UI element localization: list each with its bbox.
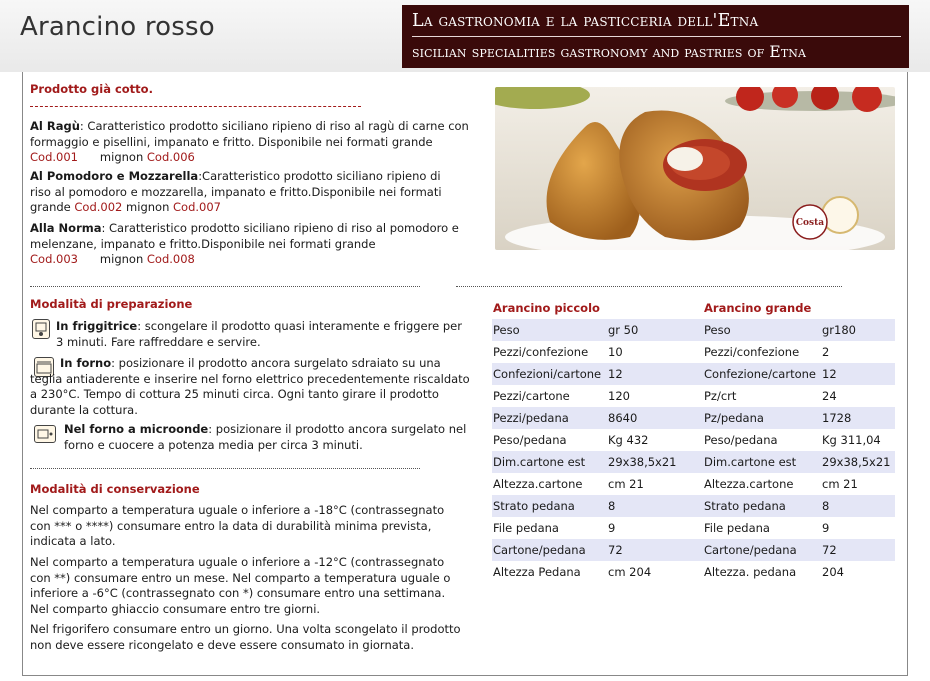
large-label: Dim.cartone est [703, 451, 821, 473]
table-row [492, 561, 895, 583]
product-name: Al Ragù [30, 119, 80, 133]
small-value: 72 [607, 539, 703, 561]
brand-banner [402, 5, 909, 68]
table-row [492, 451, 895, 473]
section-divider [30, 468, 420, 469]
large-label: Pz/crt [704, 389, 737, 403]
brand-tagline-it: La gastronomia e la pasticceria dell'Etna [412, 11, 759, 31]
small-value: gr 50 [607, 319, 703, 341]
large-value: 2 [822, 345, 830, 359]
small-label: Confezioni/cartone [492, 363, 607, 385]
large-label: Cartone/pedana [703, 539, 821, 561]
large-label: Pezzi/confezione [704, 345, 800, 359]
method-name: Nel forno a microonde [64, 422, 209, 436]
small-label: Peso/pedana [493, 433, 567, 447]
large-value: 29x38,5x21 [821, 451, 895, 473]
small-value: 29x38,5x21 [607, 451, 703, 473]
table-row [492, 341, 895, 363]
table-header-row [492, 297, 895, 319]
brand-tagline-en: sicilian specialities gastronomy and pastries of Etna [412, 43, 807, 61]
product-code-mignon: Cod.007 [173, 200, 221, 214]
small-label: Pezzi/confezione [493, 345, 589, 359]
spec-table [492, 297, 895, 583]
small-size-heading: Arancino piccolo [493, 301, 600, 315]
small-value: 9 [608, 521, 616, 535]
large-value: 9 [822, 521, 830, 535]
large-size-heading: Arancino grande [704, 301, 812, 315]
table-row [492, 319, 895, 341]
method-name: In forno [60, 356, 112, 370]
large-label: Peso [703, 319, 821, 341]
table-row [492, 539, 895, 561]
product-code-large: Cod.002 [74, 200, 123, 214]
small-value: Kg 432 [608, 433, 649, 447]
product-item [30, 169, 460, 216]
table-row [492, 517, 895, 539]
small-label: Altezza.cartone [493, 477, 583, 491]
table-row [492, 473, 895, 495]
storage-paragraph: Nel frigorifero consumare entro un giorno. Una volta scongelato il prodotto non deve essere ricongelato e deve essere consumato in giornata. [30, 622, 461, 652]
product-description: : Caratteristico prodotto siciliano ripieno di riso al pomodoro e melenzane, impanato e fritto.Disponibile nei formati grande [30, 221, 459, 251]
method-text: : posizionare il prodotto ancora surgelato sdraiato su una teglia antiaderente e inserire nel forno elettrico precedentemente riscaldato a 230°C. Tempo di cottura 25 minuti circa. Ogni tanto girare il prodotto durante la cottura. [30, 356, 470, 417]
small-value: 12 [607, 363, 703, 385]
fryer-icon [32, 319, 50, 339]
small-value: 8 [607, 495, 703, 517]
small-value: 120 [608, 389, 630, 403]
section-divider [30, 286, 420, 287]
storage-heading: Modalità di conservazione [30, 482, 200, 496]
small-label: Altezza Pedana [493, 565, 581, 579]
page-title: Arancino rosso [20, 12, 215, 42]
small-value: cm 204 [608, 565, 652, 579]
table-row [492, 407, 895, 429]
product-code-large: Cod.003 [30, 252, 78, 266]
small-label: Dim.cartone est [492, 451, 607, 473]
product-description: :Caratteristico prodotto siciliano ripieno di riso al pomodoro e mozzarella, impanato e fritto.Disponibile nei formati grande [30, 169, 442, 214]
method-text: : posizionare il prodotto ancora surgelato nel forno e cuocere a potenza media per circa 3 minuti. [64, 422, 467, 452]
product-heading: Prodotto già cotto. [30, 82, 153, 96]
small-value: 8640 [607, 407, 703, 429]
product-photo [495, 87, 895, 250]
prep-method-fryer [56, 319, 466, 350]
large-label: Peso/pedana [704, 433, 778, 447]
brand-logo: Costa [795, 218, 825, 228]
small-label: Cartone/pedana [492, 539, 607, 561]
microwave-icon [34, 425, 56, 443]
large-value: Kg 311,04 [822, 433, 881, 447]
mignon-label: mignon [126, 200, 170, 214]
large-value: 72 [821, 539, 895, 561]
large-value: 12 [821, 363, 895, 385]
prep-method-oven [30, 356, 470, 418]
storage-paragraph: Nel comparto a temperatura uguale o inferiore a -18°C (contrassegnato con *** o ****) consumare entro la data di durabilità minima prevista, indicata a lato. [30, 503, 445, 548]
product-name: Alla Norma [30, 221, 102, 235]
brand-divider [412, 36, 901, 37]
preparation-heading: Modalità di preparazione [30, 297, 193, 311]
large-label: File pedana [704, 521, 770, 535]
large-label: Confezione/cartone [703, 363, 821, 385]
product-code-mignon: Cod.008 [146, 252, 195, 266]
large-label: Strato pedana [703, 495, 821, 517]
product-code-large: Cod.001 [30, 150, 78, 164]
large-label: Altezza.cartone [704, 477, 794, 491]
method-name: In friggitrice [56, 319, 138, 333]
mignon-label: mignon [99, 252, 144, 266]
large-value: 1728 [821, 407, 895, 429]
small-value: cm 21 [608, 477, 644, 491]
large-value: 24 [822, 389, 837, 403]
large-value: 204 [822, 565, 844, 579]
page-header [0, 0, 930, 72]
small-label: Pezzi/cartone [493, 389, 570, 403]
table-row [492, 363, 895, 385]
mignon-label: mignon [99, 150, 144, 164]
large-value: 8 [821, 495, 895, 517]
small-label: Peso [492, 319, 607, 341]
product-code-mignon: Cod.006 [146, 150, 195, 164]
table-row [492, 495, 895, 517]
method-text: : scongelare il prodotto quasi interamente e friggere per 3 minuti. Fare raffreddare e servire. [56, 319, 462, 349]
small-label: File pedana [493, 521, 559, 535]
product-name: Al Pomodoro e Mozzarella [30, 169, 199, 183]
small-label: Pezzi/pedana [492, 407, 607, 429]
prep-method-microwave [64, 422, 474, 453]
large-label: Altezza. pedana [704, 565, 797, 579]
product-item [30, 119, 470, 166]
table-row [492, 385, 895, 407]
arancini-photo [495, 87, 895, 250]
large-label: Pz/pedana [703, 407, 821, 429]
heading-divider [30, 106, 361, 107]
table-row [492, 429, 895, 451]
storage-paragraph: Nel comparto a temperatura uguale o inferiore a -12°C (contrassegnato con **) consumare entro un mese. Nel comparto a temperatura uguale o inferiore a -6°C (contrassegnato con *) consumare entro una settimana. Nel comparto ghiaccio consumare entro tre giorni. [30, 555, 451, 616]
section-divider [456, 286, 842, 287]
product-description: : Caratteristico prodotto siciliano ripieno di riso al ragù di carne con formaggio e pisellini, impanato e fritto. Disponibile nei formati grande [30, 119, 469, 149]
small-value: 10 [608, 345, 623, 359]
large-value: cm 21 [822, 477, 858, 491]
product-item [30, 221, 460, 268]
large-value: gr180 [821, 319, 895, 341]
small-label: Strato pedana [492, 495, 607, 517]
